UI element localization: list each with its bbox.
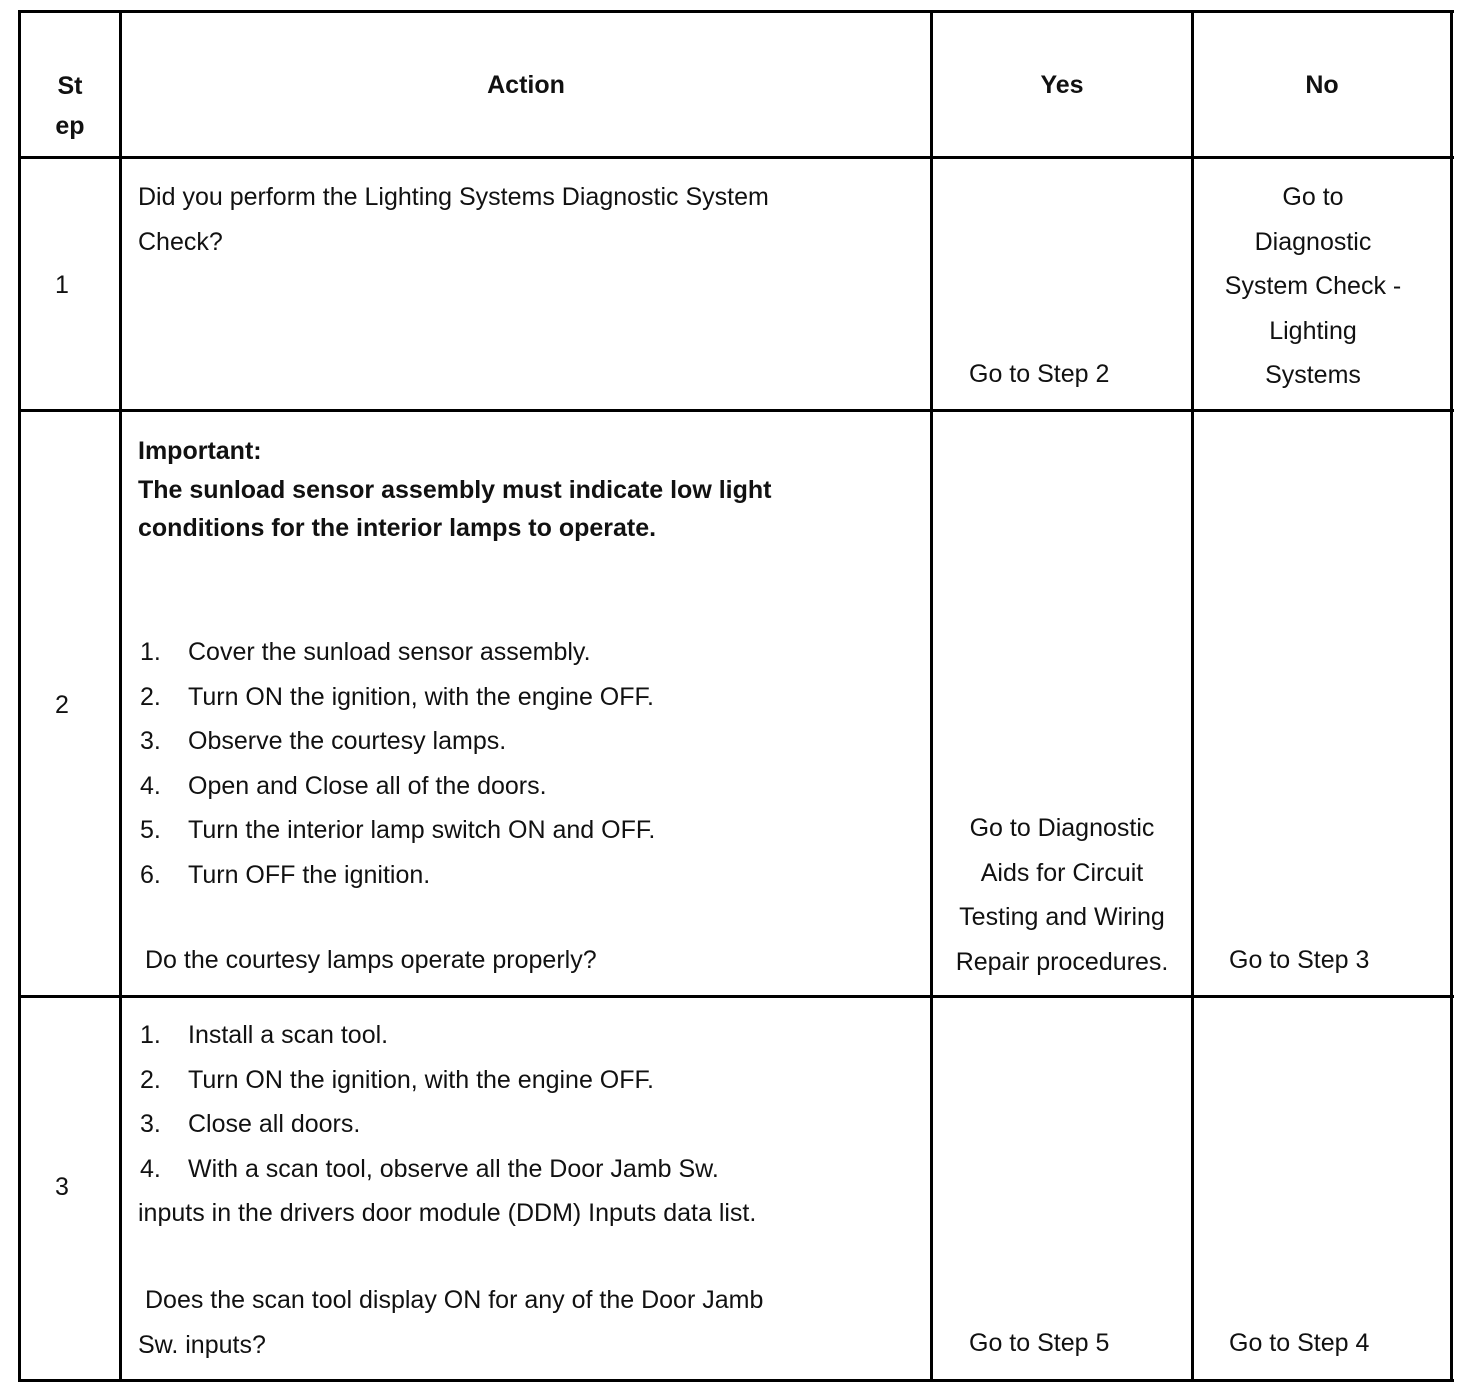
no-text: Go to Step 4 (1229, 1329, 1370, 1357)
no-line: Diagnostic (1254, 227, 1372, 256)
yes-line: Aids for Circuit (980, 858, 1144, 887)
procedure-list (140, 1013, 719, 1191)
list-number: 4. (140, 771, 161, 800)
list-item (140, 630, 655, 675)
step-number: 2 (55, 691, 69, 719)
list-text: Observe the courtesy lamps. (188, 727, 507, 755)
list-number: 1. (140, 638, 161, 666)
list-text: Close all doors. (188, 1110, 361, 1138)
action-line: Check? (138, 227, 223, 256)
list-text: Turn the interior lamp switch ON and OFF. (188, 816, 656, 844)
list-number: 2. (140, 682, 161, 711)
table-border-right (1450, 10, 1453, 1382)
yes-text: Go to Step 2 (969, 360, 1110, 388)
list-item (140, 1102, 719, 1147)
important-line: The sunload sensor assembly must indicate low light (138, 475, 772, 504)
step-number: 3 (55, 1173, 69, 1201)
question-text: Do the courtesy lamps operate properly? (145, 946, 597, 974)
list-item (140, 853, 655, 898)
row-divider (18, 995, 1454, 998)
list-text: With a scan tool, observe all the Door Jamb Sw. (188, 1154, 719, 1183)
no-line: Lighting (1269, 316, 1357, 345)
question-line: Sw. inputs? (138, 1330, 266, 1359)
procedure-list (140, 630, 655, 897)
no-line: Systems (1265, 361, 1361, 389)
list-number: 3. (140, 1110, 161, 1138)
table-border-top (18, 10, 1454, 13)
no-text: Go to Step 3 (1229, 946, 1370, 974)
list-number: 2. (140, 1065, 161, 1094)
header-action: Action (487, 71, 565, 99)
list-number: 3. (140, 727, 161, 755)
row-divider (18, 409, 1454, 412)
header-step-line: St (57, 72, 83, 100)
important-note (138, 432, 771, 548)
header-divider (18, 156, 1454, 159)
list-item (140, 1147, 719, 1192)
yes-text (933, 806, 1191, 984)
yes-text: Go to Step 5 (969, 1329, 1110, 1357)
yes-line: Go to Diagnostic (969, 814, 1155, 842)
list-continuation: inputs in the drivers door module (DDM) Inputs data list. (138, 1199, 757, 1227)
header-step-line: ep (55, 112, 85, 140)
column-divider (930, 10, 933, 1382)
list-number: 1. (140, 1021, 161, 1049)
question-text (138, 1278, 763, 1367)
action-text (138, 175, 769, 264)
list-number: 4. (140, 1154, 161, 1183)
list-item (140, 675, 655, 720)
list-item (140, 764, 655, 809)
list-item (140, 1058, 719, 1103)
step-number: 1 (55, 271, 69, 299)
action-line: Did you perform the Lighting Systems Diagnostic System (138, 183, 769, 211)
list-item (140, 719, 655, 764)
header-step (21, 66, 119, 146)
important-label: Important: (138, 437, 262, 465)
yes-line: Repair procedures. (955, 947, 1169, 976)
list-item (140, 808, 655, 853)
header-yes: Yes (1040, 71, 1084, 99)
no-line: Go to (1282, 183, 1344, 211)
no-line: System Check - (1224, 272, 1402, 300)
table-border-bottom (18, 1379, 1454, 1382)
list-text: Turn ON the ignition, with the engine OFF. (188, 682, 654, 711)
list-text: Install a scan tool. (188, 1021, 389, 1049)
list-text: Cover the sunload sensor assembly. (188, 638, 591, 666)
list-text: Turn ON the ignition, with the engine OFF. (188, 1065, 654, 1094)
yes-line: Testing and Wiring (959, 903, 1165, 931)
column-divider (119, 10, 122, 1382)
important-line: conditions for the interior lamps to operate. (138, 514, 657, 542)
question-line: Does the scan tool display ON for any of the Door Jamb (145, 1286, 764, 1314)
header-no: No (1305, 71, 1339, 99)
list-text: Turn OFF the ignition. (188, 860, 431, 889)
no-text (1194, 175, 1432, 398)
list-number: 5. (140, 816, 161, 844)
list-number: 6. (140, 860, 161, 889)
list-text: Open and Close all of the doors. (188, 771, 547, 800)
list-item (140, 1013, 719, 1058)
